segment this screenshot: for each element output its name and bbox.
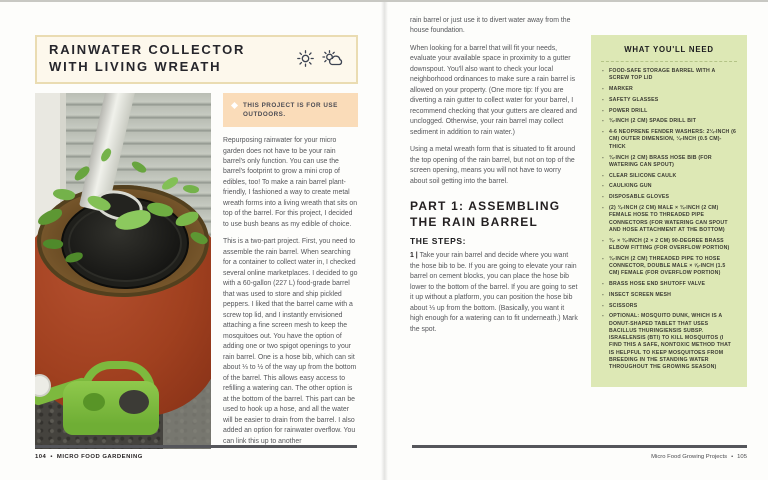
right-text-column (410, 16, 578, 387)
materials-list (601, 68, 737, 372)
photo-watering-can-opening (119, 390, 149, 414)
weather-icons (297, 50, 344, 67)
part1-heading (410, 199, 578, 230)
rain-barrel-photo (35, 93, 211, 449)
materials-list-item: - ¾- × ¾-INCH (2 × 2 CM) 90-DEGREE BRASS ELBOW FITTING (FOR OVERFLOW PORTION) (601, 238, 737, 253)
materials-list-item: - ¾-INCH (2 CM) BRASS HOSE BIB (FOR WATERING CAN SPOUT) (601, 155, 737, 170)
materials-list-item: - POWER DRILL (601, 108, 737, 115)
materials-list-item: - OPTIONAL: MOSQUITO DUNK, WHICH IS A DONUT-SHAPED TABLET THAT USES BACILLUS THURINGIENSIS SUBSP. ISRAELENSIS (BTI) TO KILL MOSQUITOS (I FIND THIS A SAFE, NONTOXIC METHOD THAT IS HELPFUL TO KEEP MOSQUITOES FROM BREEDING IN THE STANDING WATER THROUGHOUT THE GROWING SEASON) (601, 313, 737, 371)
materials-list-item: - ¾-INCH (2 CM) SPADE DRILL BIT (601, 118, 737, 125)
materials-list-item: - CLEAR SILICONE CAULK (601, 173, 737, 180)
body-paragraph: Repurposing rainwater for your micro garden does not have to be your rain barrel's only function. You can use the barrel's footprint to grow a mini crop of edibles, too! To make a rain barrel plant-friendly, I fashioned a way to create metal wreath forms into a living wreath that sits on top of the barrel. For this project, I decided to use bush beans as my edible of choice. (223, 137, 358, 228)
page-title-line2: WITH LIVING WREATH (49, 58, 222, 74)
what-youll-need-sidebar (591, 35, 747, 387)
step-1-number: 1 | (410, 252, 420, 260)
outdoors-note (223, 93, 358, 127)
body-paragraph: When looking for a barrel that will fit your needs, evaluate your available space in proximity to a gutter downspout. You'll also want to check your local neighborhood ordinances to make sure a rain barrel is allowed on your property. (One more tip: If you are diverting a rain gutter to collect water for your barrel, I recommend checking that your gutters are cleared and unclogged. Otherwise, your rain barrel may collect sediment in addition to rain water.) (410, 44, 577, 136)
photo-leaf (160, 175, 180, 191)
photo-leaf (182, 183, 200, 195)
photo-leaf (130, 159, 147, 175)
right-page-number: 105 (737, 454, 747, 460)
left-page (0, 2, 384, 480)
materials-list-item: - SCISSORS (601, 303, 737, 310)
materials-list-item: - DISPOSABLE GLOVES (601, 194, 737, 201)
left-page-content (35, 93, 358, 454)
diamond-bullet-icon (231, 102, 238, 109)
photo-watering-can-fill-hole (83, 393, 105, 411)
right-page (384, 2, 768, 480)
step-1 (410, 251, 578, 335)
right-page-content (410, 16, 747, 387)
footer-separator: • (50, 454, 53, 460)
body-paragraph: Using a metal wreath form that is situated to fit around the top opening of the rain barrel, but not on top of the screen opening, means you will not have to worry about soil getting into the barrel. (410, 146, 576, 185)
materials-list-item: - ¾-INCH (2 CM) THREADED PIPE TO HOSE CONNECTOR, DOUBLE MALE × ⅝-INCH (1.5 CM) FEMALE (FOR OVERFLOW PORTION) (601, 256, 737, 278)
outdoors-note-text: THIS PROJECT IS FOR USE OUTDOORS. (243, 101, 338, 118)
book-title: MICRO FOOD GARDENING (56, 454, 143, 460)
left-page-number: 104 (35, 454, 47, 460)
body-paragraph: rain barrel or just use it to divert water away from the house foundation. (410, 17, 571, 35)
sun-icon (297, 50, 314, 67)
section-title: Micro Food Growing Projects (651, 454, 728, 460)
right-page-footer (412, 445, 747, 460)
materials-list-item: - INSECT SCREEN MESH (601, 292, 737, 299)
project-title-box (35, 35, 358, 84)
page-gutter (381, 2, 388, 480)
materials-list-item: - BRASS HOSE END SHUTOFF VALVE (601, 281, 737, 288)
part1-heading-line1: PART 1: ASSEMBLING (410, 199, 561, 214)
sun-behind-cloud-icon (322, 50, 344, 67)
materials-list-item: - FOOD-SAFE STORAGE BARREL WITH A SCREW TOP LID (601, 68, 737, 83)
part1-heading-line2: THE RAIN BARREL (410, 214, 538, 229)
body-paragraph: This is a two-part project. First, you need to assemble the rain barrel. When searching for a container to collect water in, I checked several online marketplaces. I decided to go with a 60-gallon (227 L) food-grade barrel that was used to store and ship pickled peppers. I liked that the barrel came with a screw top lid, and I instantly envisioned attaching a fine screen mesh to keep the mosquitoes out. You have the option of adding one or two spigot openings to your rain barrel. One is a hose bib, which can sit about ⅓ to ½ of the way up from the bottom of the barrel. This allows easy access to refilling a watering can. The other option is at the bottom of the barrel. This part can be used to hook up a hose, and all the water will be easier to drain from the barrel. I also added an option for rainwater overflow. You can link this up to another (223, 238, 358, 445)
sidebar-title: WHAT YOU'LL NEED (601, 45, 737, 62)
footer-separator: • (731, 454, 734, 460)
materials-list-item: - 4-6 NEOPRENE FENDER WASHERS: 2¼-INCH (6 CM) OUTER DIMENSION, ¼-INCH (0.5 CM)-THICK (601, 129, 737, 151)
materials-list-item: - (2) ¾-INCH (2 CM) MALE × ¾-INCH (2 CM) FEMALE HOSE TO THREADED PIPE CONNECTORS (FOR WATERING CAN SPOUT AND HOSE ATTACHMENT AT THE BOTTOM) (601, 205, 737, 234)
left-page-footer (35, 445, 357, 460)
page-title-line1: RAINWATER COLLECTOR (49, 42, 246, 57)
step-1-text (410, 251, 578, 335)
step-1-body: Take your rain barrel and decide where you want the hose bib to be. If you are going to elevate your rain barrel on cement blocks, you can place the hose bib lower to the bottom of the barrel. If you are going to set it up without a platform, you can position the hose bib about ⅓ up from the bottom. (Basically, you want it high enough for a watering can to fit underneath.) Mark the spot. (410, 252, 578, 333)
materials-list-item: - SAFETY GLASSES (601, 97, 737, 104)
materials-list-item: - MARKER (601, 86, 737, 93)
materials-list-item: - CAULKING GUN (601, 183, 737, 190)
left-text-column (223, 93, 358, 454)
page-title (49, 42, 245, 76)
steps-label: THE STEPS: (410, 236, 467, 247)
